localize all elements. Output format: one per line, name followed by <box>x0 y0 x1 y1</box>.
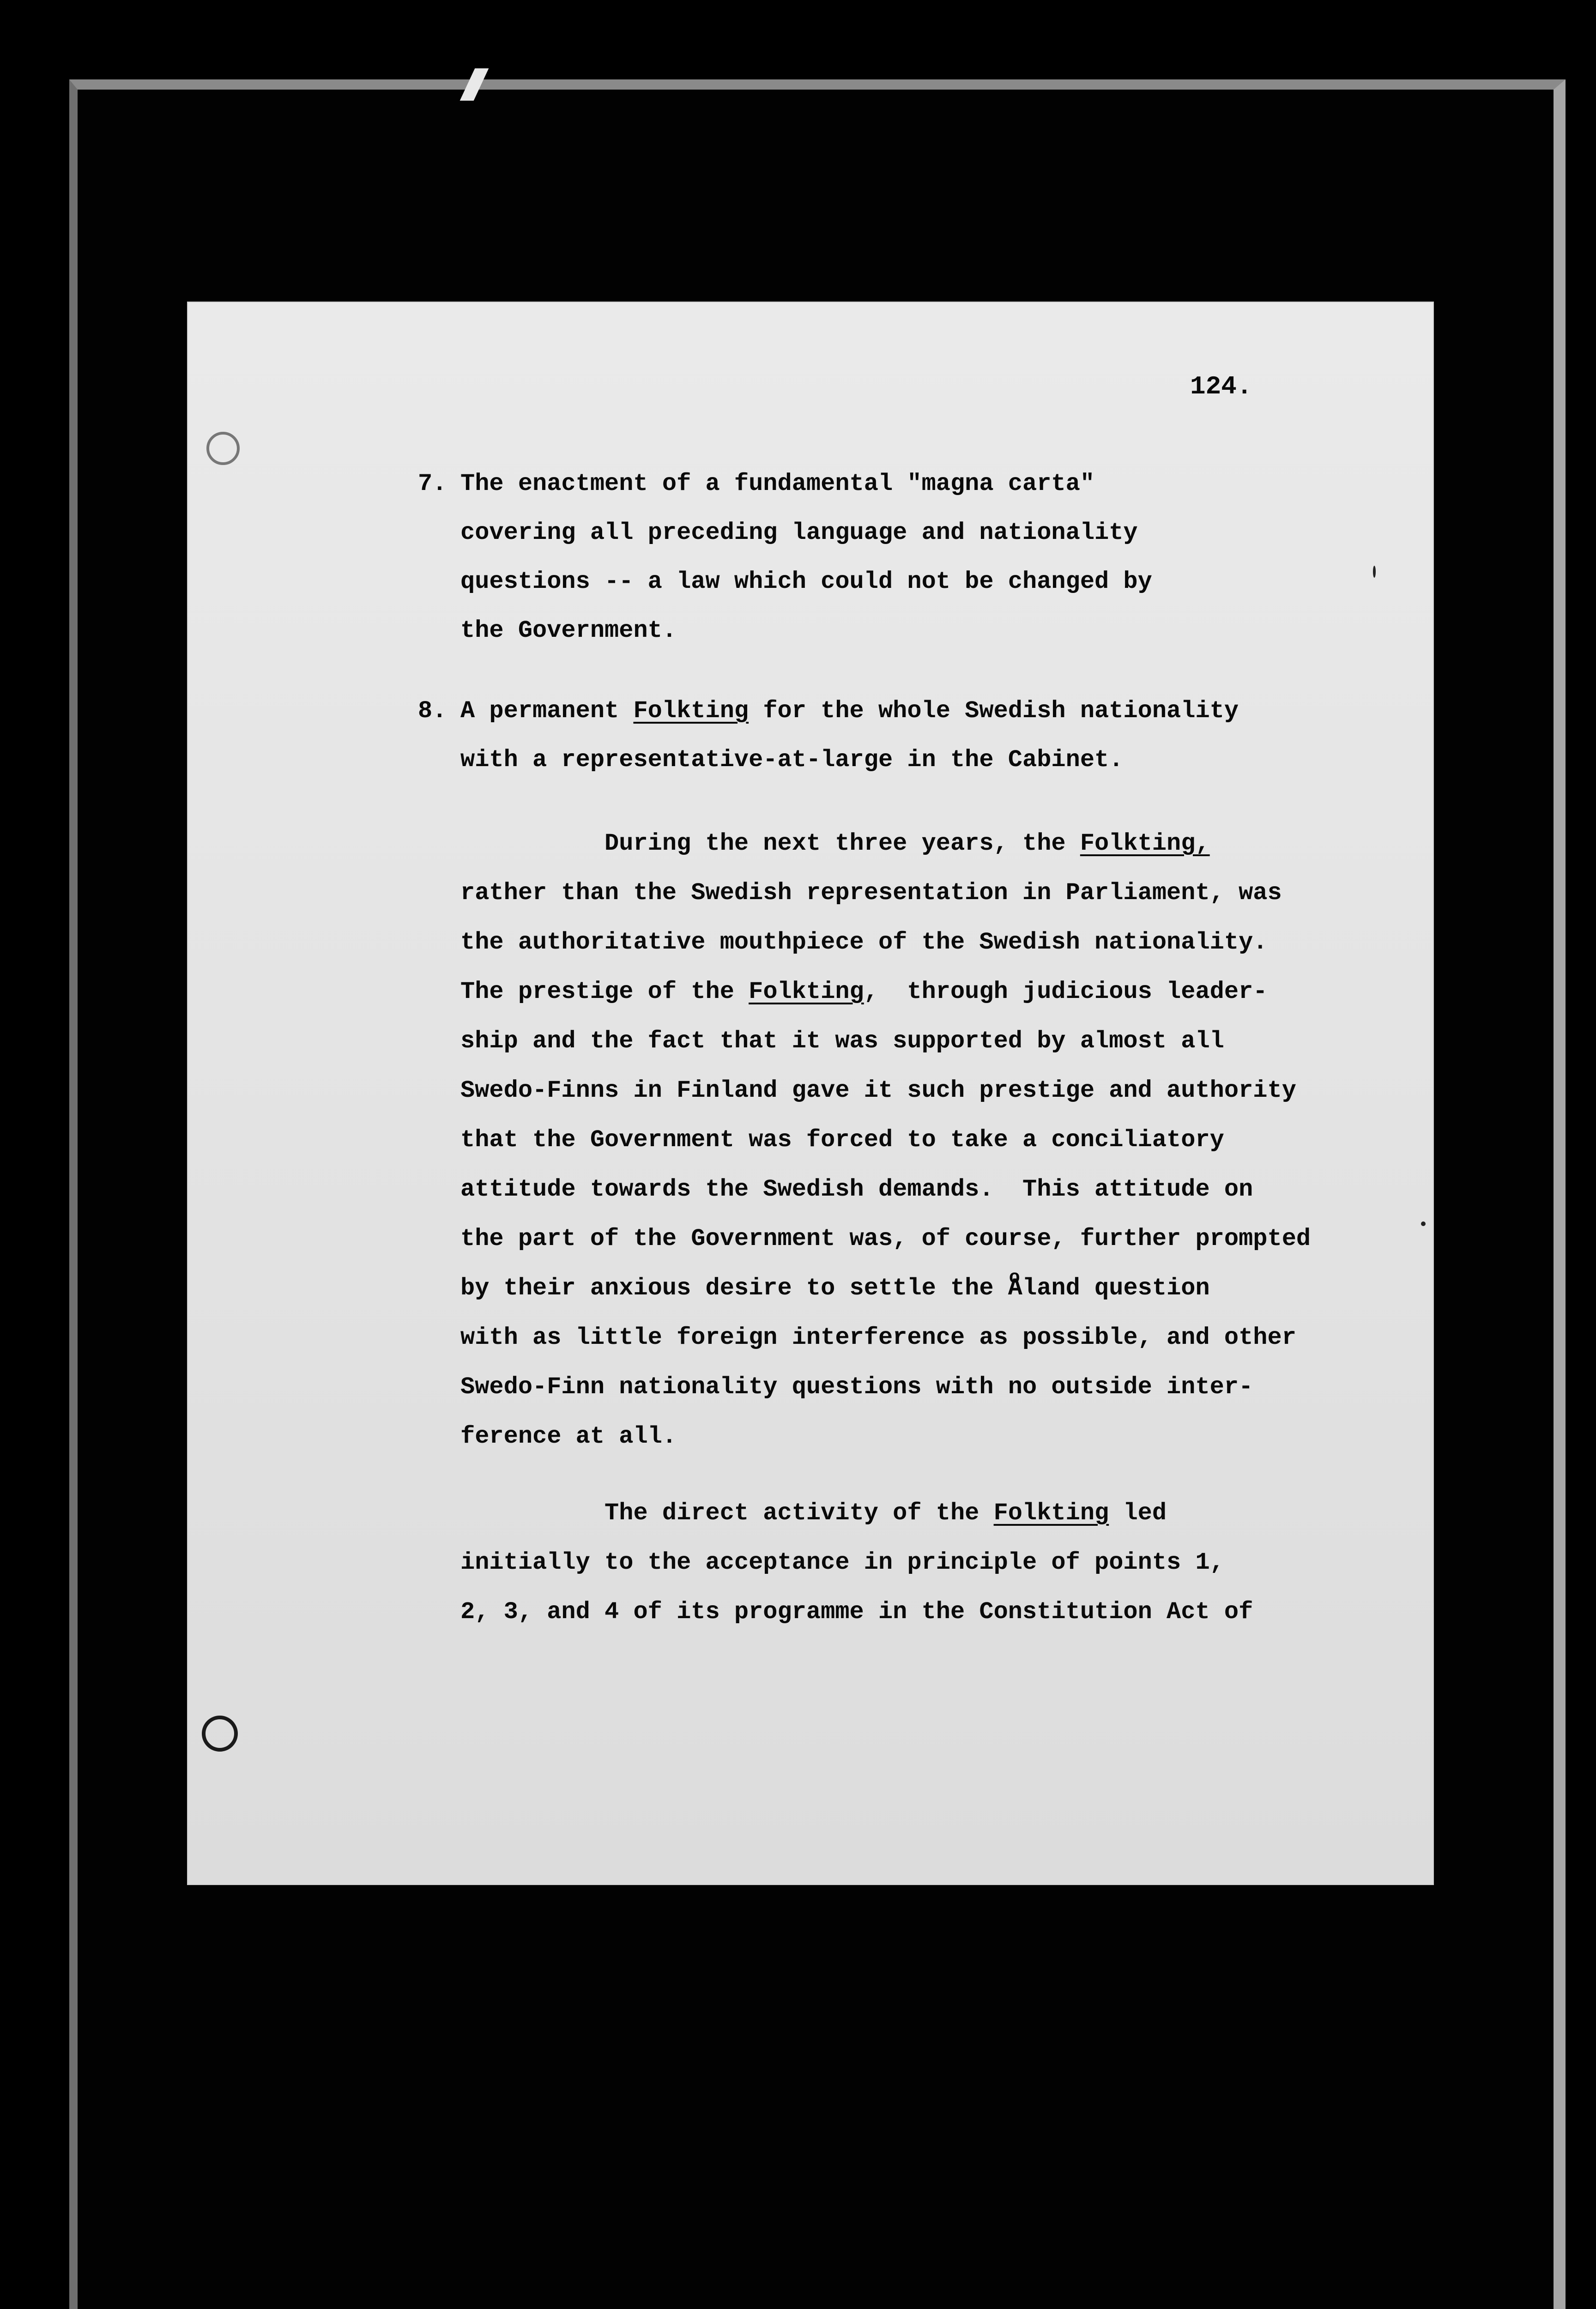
paragraph-line: with as little foreign interference as possible, and other <box>460 1324 1296 1351</box>
paragraph-line <box>460 1263 1384 1313</box>
underlined-term: Folkting <box>633 697 749 725</box>
dust-speck <box>1421 1221 1426 1226</box>
underlined-term: Folkting, <box>1080 830 1210 857</box>
paragraph-line: the part of the Government was, of course, further prompted <box>460 1225 1311 1252</box>
text-run: land question <box>1022 1275 1210 1302</box>
underlined-term: Folkting <box>993 1499 1109 1527</box>
list-item-8 <box>418 687 1338 785</box>
document-page <box>188 302 1433 1884</box>
list-item-7 <box>418 459 1338 655</box>
text-run: The prestige of the <box>460 978 749 1005</box>
item-line: with a representative-at-large in the Cabinet. <box>460 746 1124 774</box>
page-number: 124. <box>1190 372 1252 401</box>
punch-hole <box>206 432 240 465</box>
paragraph-line: Swedo-Finn nationality questions with no outside inter- <box>460 1373 1253 1401</box>
ring-letter: o A <box>1008 1275 1022 1302</box>
item-line: covering all preceding language and nationality <box>460 519 1138 546</box>
paragraph <box>460 1488 1384 1637</box>
paragraph <box>460 819 1384 1461</box>
paragraph-line <box>460 967 1384 1016</box>
item-line: the Government. <box>460 617 677 644</box>
paragraph-line: rather than the Swedish representation in Parliament, was <box>460 879 1282 907</box>
text-run: led <box>1109 1499 1167 1527</box>
paragraph-line: 2, 3, and 4 of its programme in the Constitution Act of <box>460 1598 1253 1626</box>
dust-speck <box>1373 566 1376 578</box>
paragraph-line <box>460 1488 1384 1538</box>
text-run: by their anxious desire to settle the <box>460 1275 1008 1302</box>
paragraph-line: ship and the fact that it was supported by almost all <box>460 1028 1224 1055</box>
item-line: questions -- a law which could not be changed by <box>460 568 1152 595</box>
paragraph-line: initially to the acceptance in principle of points 1, <box>460 1549 1224 1576</box>
item-line: The enactment of a fundamental "magna carta" <box>460 470 1095 497</box>
paragraph-line: attitude towards the Swedish demands. This attitude on <box>460 1176 1253 1203</box>
item-line <box>460 687 1338 736</box>
punch-hole <box>202 1716 238 1752</box>
underlined-term: Folkting <box>749 978 864 1005</box>
text-run: During the next three years, the <box>460 830 1080 857</box>
paragraph-line: that the Government was forced to take a conciliatory <box>460 1126 1224 1154</box>
text-run: The direct activity of the <box>460 1499 994 1527</box>
paragraph-line: the authoritative mouthpiece of the Swedish nationality. <box>460 929 1268 956</box>
text-run: for the whole Swedish nationality <box>749 697 1239 725</box>
paragraph-line: Swedo-Finns in Finland gave it such prestige and authority <box>460 1077 1296 1104</box>
item-number: 7. <box>418 470 447 497</box>
text-run: A permanent <box>460 697 634 725</box>
paragraph-line: ference at all. <box>460 1423 677 1450</box>
text-run: , through judicious leader- <box>864 978 1268 1005</box>
paragraph-line <box>460 819 1384 868</box>
item-number: 8. <box>418 697 447 725</box>
